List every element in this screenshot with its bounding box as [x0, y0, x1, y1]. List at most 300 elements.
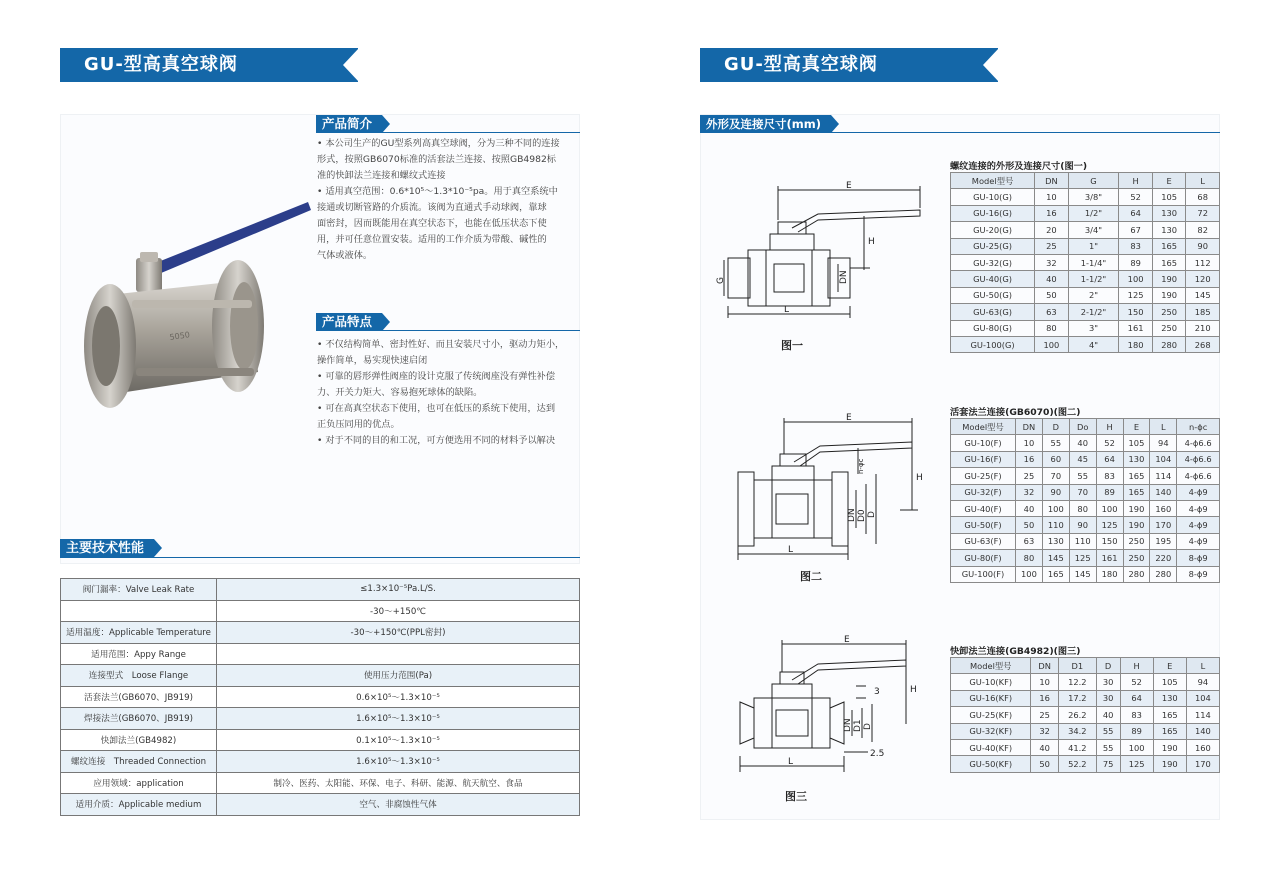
spec-row [61, 772, 580, 794]
dim-cell: 280 [1152, 336, 1186, 352]
dim-header-cell: L [1186, 173, 1220, 189]
dim-cell: GU-40(G) [951, 271, 1035, 287]
dim-cell: 25 [1031, 707, 1058, 723]
intro-title: 产品简介 [316, 115, 382, 133]
dim-cell: GU-63(G) [951, 304, 1035, 320]
feature-line: • 不仅结构简单、密封性好、而且安装尺寸小，驱动力矩小， [317, 339, 565, 350]
spec-value: 1.6×10⁵～1.3×10⁻⁵ [217, 708, 580, 730]
dim-cell: GU-16(KF) [951, 690, 1031, 706]
dim-row [951, 723, 1220, 739]
dim-header-row [951, 173, 1220, 189]
dim-cell: 40 [1035, 271, 1069, 287]
spec-row [61, 751, 580, 773]
dim-cell: 165 [1152, 254, 1186, 270]
right-banner-title: GU-型高真空球阀 [700, 48, 998, 82]
intro-line: 接通或切断管路的介质流。该阀为直通式手动球阀，靠球 [317, 202, 547, 213]
dim-header-cell: DN [1016, 419, 1043, 435]
dim-cell: 250 [1152, 304, 1186, 320]
dim-cell: 4-ϕ9 [1177, 517, 1220, 533]
dim-cell: 190 [1153, 756, 1186, 772]
dim-cell: 50 [1035, 287, 1069, 303]
dim-cell: 1-1/4" [1068, 254, 1119, 270]
dim-cell: 145 [1186, 287, 1220, 303]
section-title: 外形及连接尺寸(mm) [700, 115, 831, 133]
spec-label: 应用领域：application [61, 772, 217, 794]
dim-cell: 25 [1016, 468, 1043, 484]
dim-cell: 4-ϕ9 [1177, 533, 1220, 549]
dim-cell: 165 [1123, 468, 1150, 484]
dim-header-cell: G [1068, 173, 1119, 189]
spec-label: 螺纹连接 Threaded Connection [61, 751, 217, 773]
features-text [317, 337, 583, 449]
dim-cell: 165 [1042, 566, 1069, 582]
dim-cell: GU-40(F) [951, 500, 1016, 516]
dim-header-cell: Model型号 [951, 173, 1035, 189]
spec-value: 使用压力范围(Pa) [217, 665, 580, 687]
dim-cell: 280 [1123, 566, 1150, 582]
dim-cell: GU-100(G) [951, 336, 1035, 352]
dim-row [951, 707, 1220, 723]
dim-cell: 105 [1152, 189, 1186, 205]
fig2-table-title: 活套法兰连接(GB6070)(图二) [950, 407, 1081, 418]
dim-cell: 145 [1042, 550, 1069, 566]
dim-cell: 125 [1120, 756, 1153, 772]
spec-row [61, 622, 580, 644]
dim-cell: 52 [1119, 189, 1153, 205]
dim-cell: 32 [1016, 484, 1043, 500]
dim-cell: 52 [1120, 674, 1153, 690]
spec-label: 适用介质：Applicable medium [61, 794, 217, 816]
fig2-dim-d0: D0 [857, 509, 867, 522]
dim-cell: 160 [1150, 500, 1177, 516]
dim-cell: 70 [1069, 484, 1096, 500]
dim-cell: GU-32(KF) [951, 723, 1031, 739]
dim-row [951, 756, 1220, 772]
feature-line: 力、开关力矩大、容易抱死球体的缺陷。 [317, 387, 483, 398]
dim-cell: 83 [1119, 238, 1153, 254]
dim-row [951, 205, 1220, 221]
dim-cell: GU-25(G) [951, 238, 1035, 254]
dim-cell: 185 [1186, 304, 1220, 320]
dim-cell: 1-1/2" [1068, 271, 1119, 287]
feature-line: • 可在高真空状态下使用，也可在低压的系统下使用，达到 [317, 403, 556, 414]
spec-value: -30～+150℃ [217, 600, 580, 622]
spec-row [61, 600, 580, 622]
dim-cell: 32 [1035, 254, 1069, 270]
dim-cell: 130 [1042, 533, 1069, 549]
fig2-dim-dn: DN [847, 508, 857, 522]
dim-cell: 17.2 [1058, 690, 1096, 706]
dim-cell: 120 [1186, 271, 1220, 287]
dim-cell: 130 [1152, 222, 1186, 238]
dim-cell: 45 [1069, 451, 1096, 467]
fig1-dim-h: H [868, 237, 875, 247]
dim-cell: 90 [1069, 517, 1096, 533]
spec-label: 适用范围：Appy Range [61, 643, 217, 665]
tech-spec-table [60, 578, 580, 816]
spec-value: 空气、非腐蚀性气体 [217, 794, 580, 816]
dim-cell: 16 [1031, 690, 1058, 706]
dim-cell: GU-10(KF) [951, 674, 1031, 690]
dim-cell: 80 [1069, 500, 1096, 516]
dim-cell: GU-32(F) [951, 484, 1016, 500]
dim-header-row [951, 658, 1220, 674]
dim-header-cell: n-ϕc [1177, 419, 1220, 435]
dim-header-cell: DN [1035, 173, 1069, 189]
dim-cell: GU-50(F) [951, 517, 1016, 533]
dim-cell: 140 [1186, 723, 1219, 739]
dim-cell: 190 [1152, 287, 1186, 303]
fig1-table-title: 螺纹连接的外形及连接尺寸(图一) [950, 161, 1088, 172]
dim-cell: 110 [1069, 533, 1096, 549]
dim-cell: 83 [1120, 707, 1153, 723]
left-banner-title: GU-型高真空球阀 [60, 48, 358, 82]
spec-row [61, 794, 580, 816]
dim-cell: 89 [1119, 254, 1153, 270]
dim-cell: 114 [1150, 468, 1177, 484]
dim-header-cell: E [1152, 173, 1186, 189]
dim-cell: 190 [1123, 517, 1150, 533]
fig2-dim-d: D [867, 511, 877, 518]
tech-title: 主要技术性能 [60, 539, 154, 558]
dim-cell: 150 [1096, 533, 1123, 549]
dim-cell: 150 [1119, 304, 1153, 320]
dim-cell: 3/4" [1068, 222, 1119, 238]
spec-value: 0.6×10⁵～1.3×10⁻⁵ [217, 686, 580, 708]
fig3-drawing [736, 635, 946, 778]
dim-cell: 104 [1150, 451, 1177, 467]
dim-header-cell: E [1123, 419, 1150, 435]
dim-header-cell: H [1096, 419, 1123, 435]
dim-cell: 90 [1186, 238, 1220, 254]
dim-cell: 190 [1123, 500, 1150, 516]
dim-cell: 104 [1186, 690, 1219, 706]
dim-row [951, 484, 1220, 500]
dim-cell: 10 [1031, 674, 1058, 690]
dim-cell: 40 [1096, 707, 1120, 723]
dim-row [951, 336, 1220, 352]
dim-row [951, 674, 1220, 690]
dim-cell: GU-50(KF) [951, 756, 1031, 772]
dim-cell: GU-16(G) [951, 205, 1035, 221]
dim-cell: 4" [1068, 336, 1119, 352]
fig3-dim-h: H [910, 685, 917, 695]
dim-cell: 250 [1152, 320, 1186, 336]
dim-header-cell: DN [1031, 658, 1058, 674]
fig1-dim-g: G [716, 277, 726, 284]
dim-header-cell: H [1120, 658, 1153, 674]
fig3-dim-e: E [844, 635, 850, 645]
dim-cell: 125 [1119, 287, 1153, 303]
svg-text:5050: 5050 [169, 330, 191, 342]
fig2-dim-nc: n-φc [857, 458, 865, 474]
dim-cell: 100 [1042, 500, 1069, 516]
dim-row [951, 500, 1220, 516]
dim-cell: 12.2 [1058, 674, 1096, 690]
dim-cell: GU-25(KF) [951, 707, 1031, 723]
fig3-dimension-table [950, 657, 1220, 773]
dim-cell: 72 [1186, 205, 1220, 221]
dim-cell: 100 [1120, 739, 1153, 755]
dim-cell: 190 [1152, 271, 1186, 287]
dim-cell: 250 [1123, 533, 1150, 549]
dim-row [951, 271, 1220, 287]
fig3-dim-l: L [788, 757, 794, 767]
dim-cell: 67 [1119, 222, 1153, 238]
intro-underline [316, 132, 580, 133]
intro-line: • 适用真空范围：0.6*10⁵～1.3*10⁻⁵pa。用于真空系统中 [317, 186, 558, 197]
dim-cell: 105 [1153, 674, 1186, 690]
fig1-caption: 图一 [781, 339, 803, 352]
dim-cell: 100 [1016, 566, 1043, 582]
dim-cell: 8-ϕ9 [1177, 566, 1220, 582]
dim-row [951, 566, 1220, 582]
dim-cell: 165 [1153, 707, 1186, 723]
dim-cell: 41.2 [1058, 739, 1096, 755]
dim-cell: 112 [1186, 254, 1220, 270]
spec-value: ≤1.3×10⁻⁵Pa.L/S. [217, 579, 580, 601]
fig3-dim-dn: DN [843, 718, 853, 732]
dim-cell: GU-80(F) [951, 550, 1016, 566]
dim-cell: 80 [1035, 320, 1069, 336]
dim-cell: 50 [1031, 756, 1058, 772]
spec-label: 连接型式 Loose Flange [61, 665, 217, 687]
intro-line: 形式，按照GB6070标准的活套法兰连接、按照GB4982标 [317, 154, 556, 165]
fig1-dim-dn: DN [839, 270, 849, 284]
spec-label: 适用温度：Applicable Temperature [61, 622, 217, 644]
dim-cell: 82 [1186, 222, 1220, 238]
dim-cell: 165 [1152, 238, 1186, 254]
feature-line: • 对于不同的目的和工况，可方便选用不同的材料予以解决 [317, 435, 556, 446]
fig3-dim-2-5: 2.5 [870, 749, 885, 759]
dim-cell: 210 [1186, 320, 1220, 336]
dim-row [951, 690, 1220, 706]
dim-cell: GU-40(KF) [951, 739, 1031, 755]
dim-header-cell: Model型号 [951, 419, 1016, 435]
spec-value: 制冷、医药、太阳能、环保、电子、科研、能源、航天航空、食品 [217, 772, 580, 794]
dim-cell: 89 [1096, 484, 1123, 500]
dim-cell: 8-ϕ9 [1177, 550, 1220, 566]
spec-row [61, 686, 580, 708]
dim-header-row [951, 419, 1220, 435]
dim-cell: 52.2 [1058, 756, 1096, 772]
dim-cell: 190 [1153, 739, 1186, 755]
fig2-drawing [732, 414, 942, 564]
spec-label: 焊接法兰(GB6070、JB919) [61, 708, 217, 730]
fig2-dim-h: H [916, 473, 923, 483]
dim-cell: 100 [1035, 336, 1069, 352]
dim-row [951, 435, 1220, 451]
dim-cell: 3/8" [1068, 189, 1119, 205]
features-underline [316, 330, 580, 331]
intro-text [317, 136, 583, 264]
dim-cell: 4-ϕ9 [1177, 484, 1220, 500]
spec-row [61, 665, 580, 687]
dim-cell: 4-ϕ6.6 [1177, 451, 1220, 467]
dim-cell: 90 [1042, 484, 1069, 500]
intro-line: 面密封，因而既能用在真空状态下，也能在低压状态下使 [317, 218, 547, 229]
fig3-dim-d: D [863, 723, 873, 730]
dim-cell: 94 [1150, 435, 1177, 451]
dim-cell: 110 [1042, 517, 1069, 533]
spec-label: 阀门漏率：Valve Leak Rate [61, 579, 217, 601]
dim-cell: 220 [1150, 550, 1177, 566]
spec-value [217, 643, 580, 665]
dim-cell: GU-50(G) [951, 287, 1035, 303]
dim-cell: 64 [1119, 205, 1153, 221]
intro-line: 气体或液体。 [317, 250, 373, 261]
features-title: 产品特点 [316, 313, 382, 331]
dim-cell: 140 [1150, 484, 1177, 500]
dim-cell: 170 [1150, 517, 1177, 533]
dim-cell: 10 [1035, 189, 1069, 205]
dim-cell: 40 [1031, 739, 1058, 755]
dim-cell: 55 [1096, 723, 1120, 739]
spec-value: 0.1×10⁵～1.3×10⁻⁵ [217, 729, 580, 751]
dim-cell: 130 [1152, 205, 1186, 221]
fig3-dim-d1: D1 [853, 719, 863, 732]
spec-row [61, 579, 580, 601]
dim-cell: 280 [1150, 566, 1177, 582]
tech-underline [60, 557, 580, 558]
dim-cell: 80 [1016, 550, 1043, 566]
fig1-dim-l: L [784, 305, 790, 315]
spec-value: -30～+150℃(PPL密封) [217, 622, 580, 644]
dim-header-cell: D1 [1058, 658, 1096, 674]
dim-cell: 100 [1096, 500, 1123, 516]
dim-cell: 55 [1096, 739, 1120, 755]
dim-cell: 160 [1186, 739, 1219, 755]
fig2-dim-e: E [846, 413, 852, 423]
fig1-dimension-table [950, 172, 1220, 353]
dim-cell: 55 [1069, 468, 1096, 484]
dim-cell: 125 [1096, 517, 1123, 533]
dim-cell: 10 [1016, 435, 1043, 451]
dim-row [951, 517, 1220, 533]
dim-cell: 180 [1096, 566, 1123, 582]
dim-cell: GU-25(F) [951, 468, 1016, 484]
dim-cell: 170 [1186, 756, 1219, 772]
dim-cell: GU-10(F) [951, 435, 1016, 451]
dim-row [951, 320, 1220, 336]
dim-cell: 60 [1042, 451, 1069, 467]
dim-header-cell: L [1150, 419, 1177, 435]
dim-cell: 94 [1186, 674, 1219, 690]
dim-cell: 180 [1119, 336, 1153, 352]
dim-cell: 130 [1123, 451, 1150, 467]
dim-cell: 161 [1119, 320, 1153, 336]
dim-cell: 145 [1069, 566, 1096, 582]
dim-cell: 2" [1068, 287, 1119, 303]
dim-header-cell: Do [1069, 419, 1096, 435]
dim-cell: 20 [1035, 222, 1069, 238]
dim-row [951, 189, 1220, 205]
dim-cell: 63 [1016, 533, 1043, 549]
dim-header-cell: E [1153, 658, 1186, 674]
intro-line: 用，并可任意位置安装。适用的工作介质为带酸、碱性的 [317, 234, 547, 245]
dim-cell: 161 [1096, 550, 1123, 566]
spec-value: 1.6×10⁵～1.3×10⁻⁵ [217, 751, 580, 773]
dim-cell: 165 [1123, 484, 1150, 500]
dim-row [951, 304, 1220, 320]
intro-line: • 本公司生产的GU型系列高真空球阀，分为三种不同的连接 [317, 138, 560, 149]
dim-cell: 64 [1120, 690, 1153, 706]
dim-cell: 25 [1035, 238, 1069, 254]
intro-line: 准的快卸法兰连接和螺纹式连接 [317, 170, 446, 181]
dim-row [951, 533, 1220, 549]
dim-cell: 165 [1153, 723, 1186, 739]
spec-label: 快卸法兰(GB4982) [61, 729, 217, 751]
dim-cell: 1/2" [1068, 205, 1119, 221]
dim-cell: 30 [1096, 690, 1120, 706]
dim-cell: 125 [1069, 550, 1096, 566]
dim-cell: 3" [1068, 320, 1119, 336]
dim-cell: 26.2 [1058, 707, 1096, 723]
fig2-dim-l: L [788, 545, 794, 555]
dim-row [951, 739, 1220, 755]
dim-cell: 4-ϕ9 [1177, 500, 1220, 516]
dim-header-cell: L [1186, 658, 1219, 674]
feature-line: • 可靠的唇形弹性阀座的设计克服了传统阀座没有弹性补偿 [317, 371, 556, 382]
dim-cell: 40 [1069, 435, 1096, 451]
section-underline [700, 132, 1220, 133]
dim-cell: 268 [1186, 336, 1220, 352]
dim-row [951, 451, 1220, 467]
dim-cell: 4-ϕ6.6 [1177, 435, 1220, 451]
dim-cell: 63 [1035, 304, 1069, 320]
spec-label: 活套法兰(GB6070、JB919) [61, 686, 217, 708]
dim-cell: 70 [1042, 468, 1069, 484]
dim-row [951, 550, 1220, 566]
dim-cell: GU-16(F) [951, 451, 1016, 467]
dim-cell: 89 [1120, 723, 1153, 739]
ball-valve-photo [78, 196, 314, 420]
dim-cell: GU-63(F) [951, 533, 1016, 549]
dim-cell: 68 [1186, 189, 1220, 205]
dim-header-cell: D [1096, 658, 1120, 674]
dim-cell: 30 [1096, 674, 1120, 690]
dim-cell: 2-1/2" [1068, 304, 1119, 320]
dim-row [951, 222, 1220, 238]
right-page [640, 0, 1280, 874]
fig3-table-title: 快卸法兰连接(GB4982)(图三) [950, 646, 1081, 657]
dim-cell: 130 [1153, 690, 1186, 706]
fig3-dim-3: 3 [874, 687, 880, 697]
dim-cell: 4-ϕ6.6 [1177, 468, 1220, 484]
fig1-dim-e: E [846, 181, 852, 191]
dim-cell: 105 [1123, 435, 1150, 451]
spec-label [61, 600, 217, 622]
dim-cell: 250 [1123, 550, 1150, 566]
dim-cell: GU-100(F) [951, 566, 1016, 582]
dim-cell: 195 [1150, 533, 1177, 549]
feature-line: 正负压同用的优点。 [317, 419, 400, 430]
dim-header-cell: D [1042, 419, 1069, 435]
dim-cell: 16 [1035, 205, 1069, 221]
dim-row [951, 238, 1220, 254]
dim-cell: GU-20(G) [951, 222, 1035, 238]
dim-cell: 34.2 [1058, 723, 1096, 739]
spec-row [61, 643, 580, 665]
fig2-caption: 图二 [800, 570, 822, 583]
dim-cell: 52 [1096, 435, 1123, 451]
dim-cell: 32 [1031, 723, 1058, 739]
spec-row [61, 708, 580, 730]
dim-cell: 114 [1186, 707, 1219, 723]
dim-cell: 50 [1016, 517, 1043, 533]
dim-cell: 75 [1096, 756, 1120, 772]
dim-header-cell: Model型号 [951, 658, 1031, 674]
